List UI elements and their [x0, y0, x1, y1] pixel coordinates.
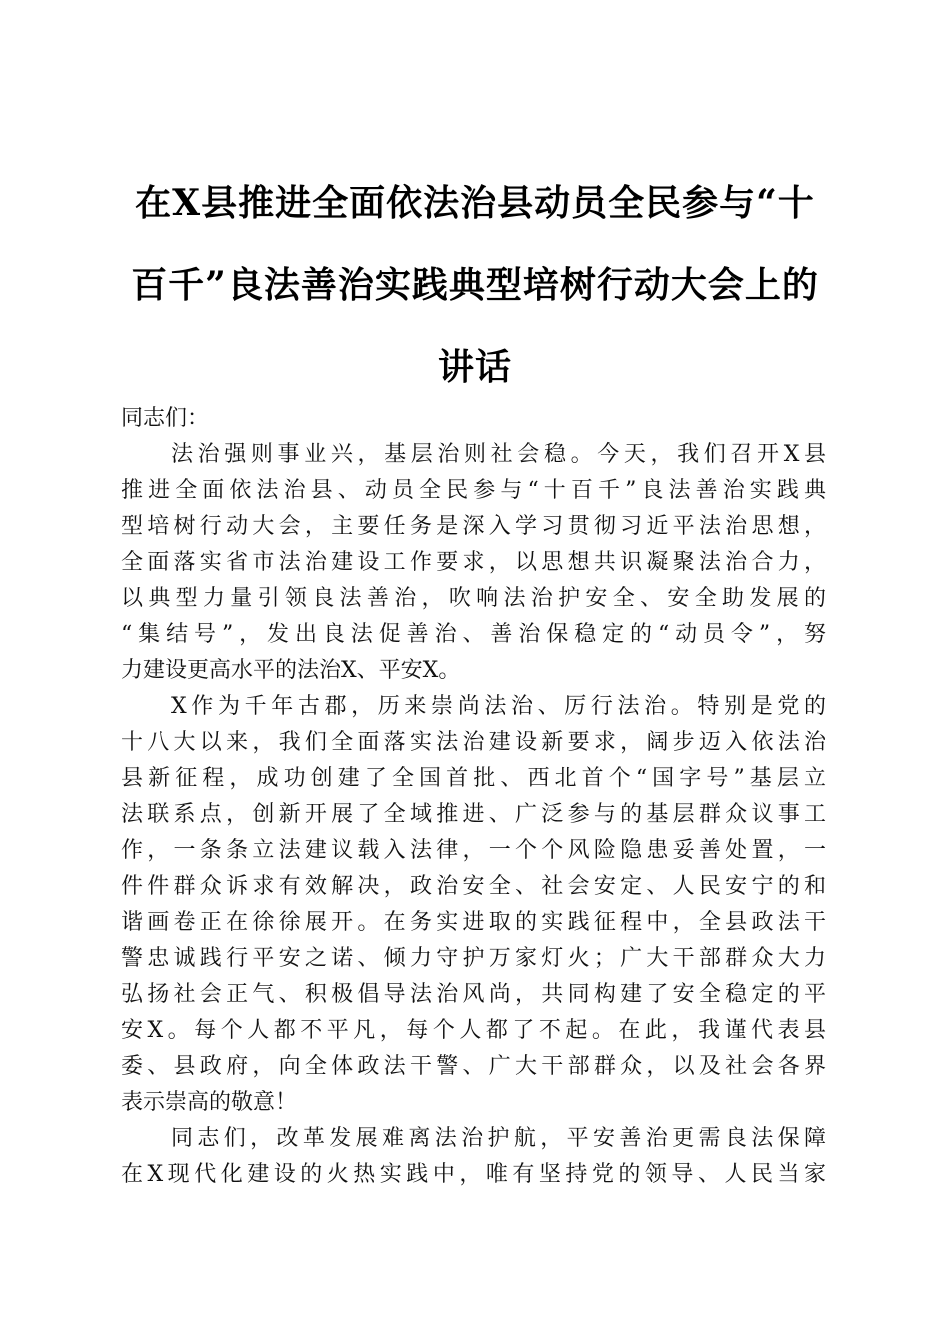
text-line: 法联系点，创新开展了全域推进、广泛参与的基层群众议事工 — [121, 802, 826, 827]
text-line: 力建设更高水平的法治X、平安X。 — [121, 658, 461, 683]
paragraph — [121, 689, 826, 1121]
paragraph — [121, 437, 826, 689]
text-line: 型培树行动大会，主要任务是深入学习贯彻习近平法治思想， — [121, 514, 826, 539]
text-line: 在X现代化建设的火热实践中，唯有坚持党的领导、人民当家 — [121, 1162, 826, 1187]
text-line: 件件群众诉求有效解决，政治安全、社会安定、人民安宁的和 — [121, 874, 826, 899]
text-line: 弘扬社会正气、积极倡导法治风尚，共同构建了安全稳定的平 — [121, 982, 826, 1007]
text-line: 法治强则事业兴，基层治则社会稳。今天，我们召开X县 — [171, 442, 826, 467]
text-line: 谐画卷正在徐徐展开。在务实进取的实践征程中，全县政法干 — [121, 910, 826, 935]
paragraph — [121, 1121, 826, 1193]
salutation: 同志们： — [121, 406, 210, 431]
text-line: 县新征程，成功创建了全国首批、西北首个“国字号”基层立 — [121, 766, 826, 791]
document-title: 在X县推进全面依法治县动员全民参与“十百千”良法善治实践典型培树行动大会上的讲话 — [131, 182, 819, 388]
text-line: 警忠诚践行平安之诺、倾力守护万家灯火；广大干部群众大力 — [121, 946, 826, 971]
text-line: 全面落实省市法治建设工作要求，以思想共识凝聚法治合力， — [121, 550, 826, 575]
text-line: 作，一条条立法建议载入法律，一个个风险隐患妥善处置，一 — [121, 838, 826, 863]
text-line: 以典型力量引领良法善治，吹响法治护安全、安全助发展的 — [121, 586, 826, 611]
text-line: X作为千年古郡，历来崇尚法治、厉行法治。特别是党的 — [171, 694, 826, 719]
text-line: 十八大以来，我们全面落实法治建设新要求，阔步迈入依法治 — [121, 730, 826, 755]
text-line: 委、县政府，向全体政法干警、广大干部群众，以及社会各界 — [121, 1054, 826, 1079]
text-line: 同志们，改革发展难离法治护航，平安善治更需良法保障 — [171, 1126, 826, 1151]
text-line: “集结号”，发出良法促善治、善治保稳定的“动员令”，努 — [121, 622, 826, 647]
document-body — [121, 401, 826, 1193]
text-line: 推进全面依法治县、动员全民参与“十百千”良法善治实践典 — [121, 478, 826, 503]
text-line: 表示崇高的敬意！ — [121, 1090, 298, 1115]
text-line: 安X。每个人都不平凡，每个人都了不起。在此，我谨代表县 — [121, 1018, 826, 1043]
